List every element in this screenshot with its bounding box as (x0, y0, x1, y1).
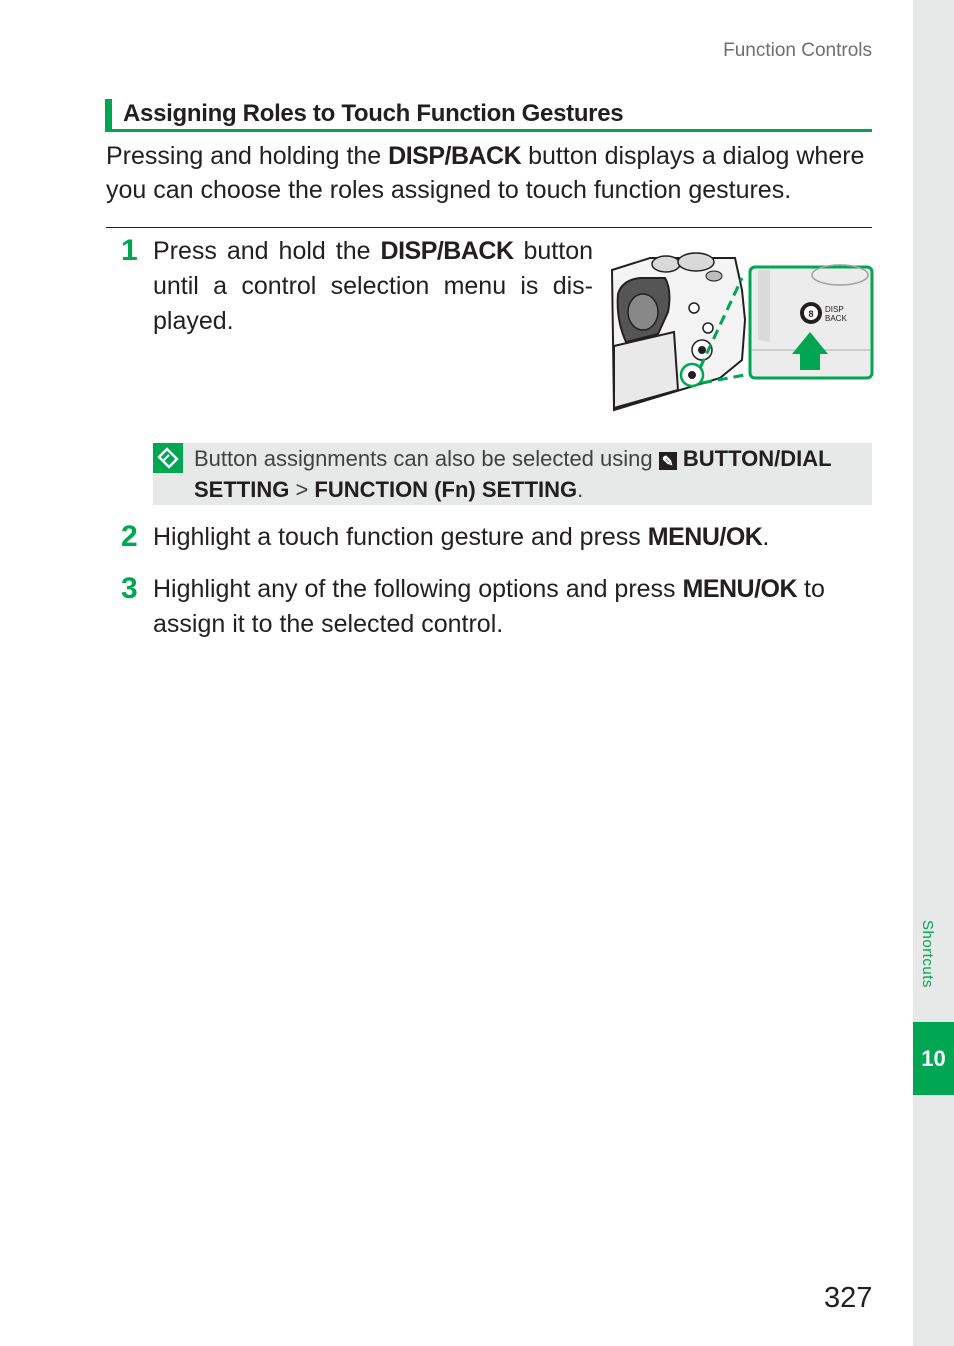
menu-ok-button-label: MENU/OK (647, 523, 763, 551)
intro-text-line2: you can choose the roles assigned to touch function gestures. (106, 176, 792, 204)
page-number: 327 (824, 1282, 873, 1314)
step-text: Highlight any of the following options and press (153, 575, 683, 603)
note-text-part: Button assignments can also be selected using (194, 446, 659, 471)
section-heading (105, 99, 872, 132)
step-1-text (153, 234, 593, 339)
svg-text:8: 8 (808, 309, 814, 319)
sidebar (913, 0, 954, 1346)
step-text: Highlight a touch function gesture and press (153, 523, 648, 551)
step-number: 3 (121, 572, 138, 605)
step-text: Press and hold the (153, 237, 381, 265)
step-text-cont: . (762, 523, 770, 551)
chapter-label: Shortcuts (919, 920, 936, 988)
note-box (153, 443, 872, 505)
illus-label-bottom: BACK (825, 314, 847, 323)
running-head: Function Controls (723, 40, 872, 61)
menu-ok-button-label: MENU/OK (682, 575, 798, 603)
step-number: 2 (121, 520, 138, 553)
illus-label-top: DISP (825, 305, 844, 314)
divider (106, 227, 872, 228)
step-2-text (153, 520, 873, 555)
disp-back-button-label: DISP/BACK (388, 142, 522, 170)
section-title: Assigning Roles to Touch Function Gestures (123, 100, 624, 127)
step-number: 1 (121, 234, 138, 267)
wrench-icon: ✎ (659, 452, 677, 470)
intro-text: Pressing and holding the (106, 142, 389, 170)
step-3-text (153, 572, 873, 642)
note-icon (153, 443, 183, 473)
menu-separator: > (289, 477, 315, 502)
step-text-cont: button until a control selection menu is dis-played. (153, 237, 594, 335)
section-heading-bar (105, 99, 112, 132)
step-text-line2: assign it to the selected control. (153, 610, 504, 638)
menu-item-button-dial: BUTTON/DIAL (682, 446, 832, 471)
intro-paragraph (106, 139, 876, 207)
menu-item-function-setting: FUNCTION (Fn) SETTING (314, 477, 578, 502)
intro-text-cont: button displays a dialog where (521, 142, 865, 170)
note-end: . (577, 477, 584, 502)
menu-item-setting: SETTING (194, 477, 290, 502)
disp-back-button-label: DISP/BACK (380, 237, 514, 265)
step-text-cont: to (797, 575, 825, 603)
note-text (194, 443, 874, 505)
chapter-tab: 10 (913, 1022, 954, 1095)
camera-illustration (610, 250, 874, 412)
